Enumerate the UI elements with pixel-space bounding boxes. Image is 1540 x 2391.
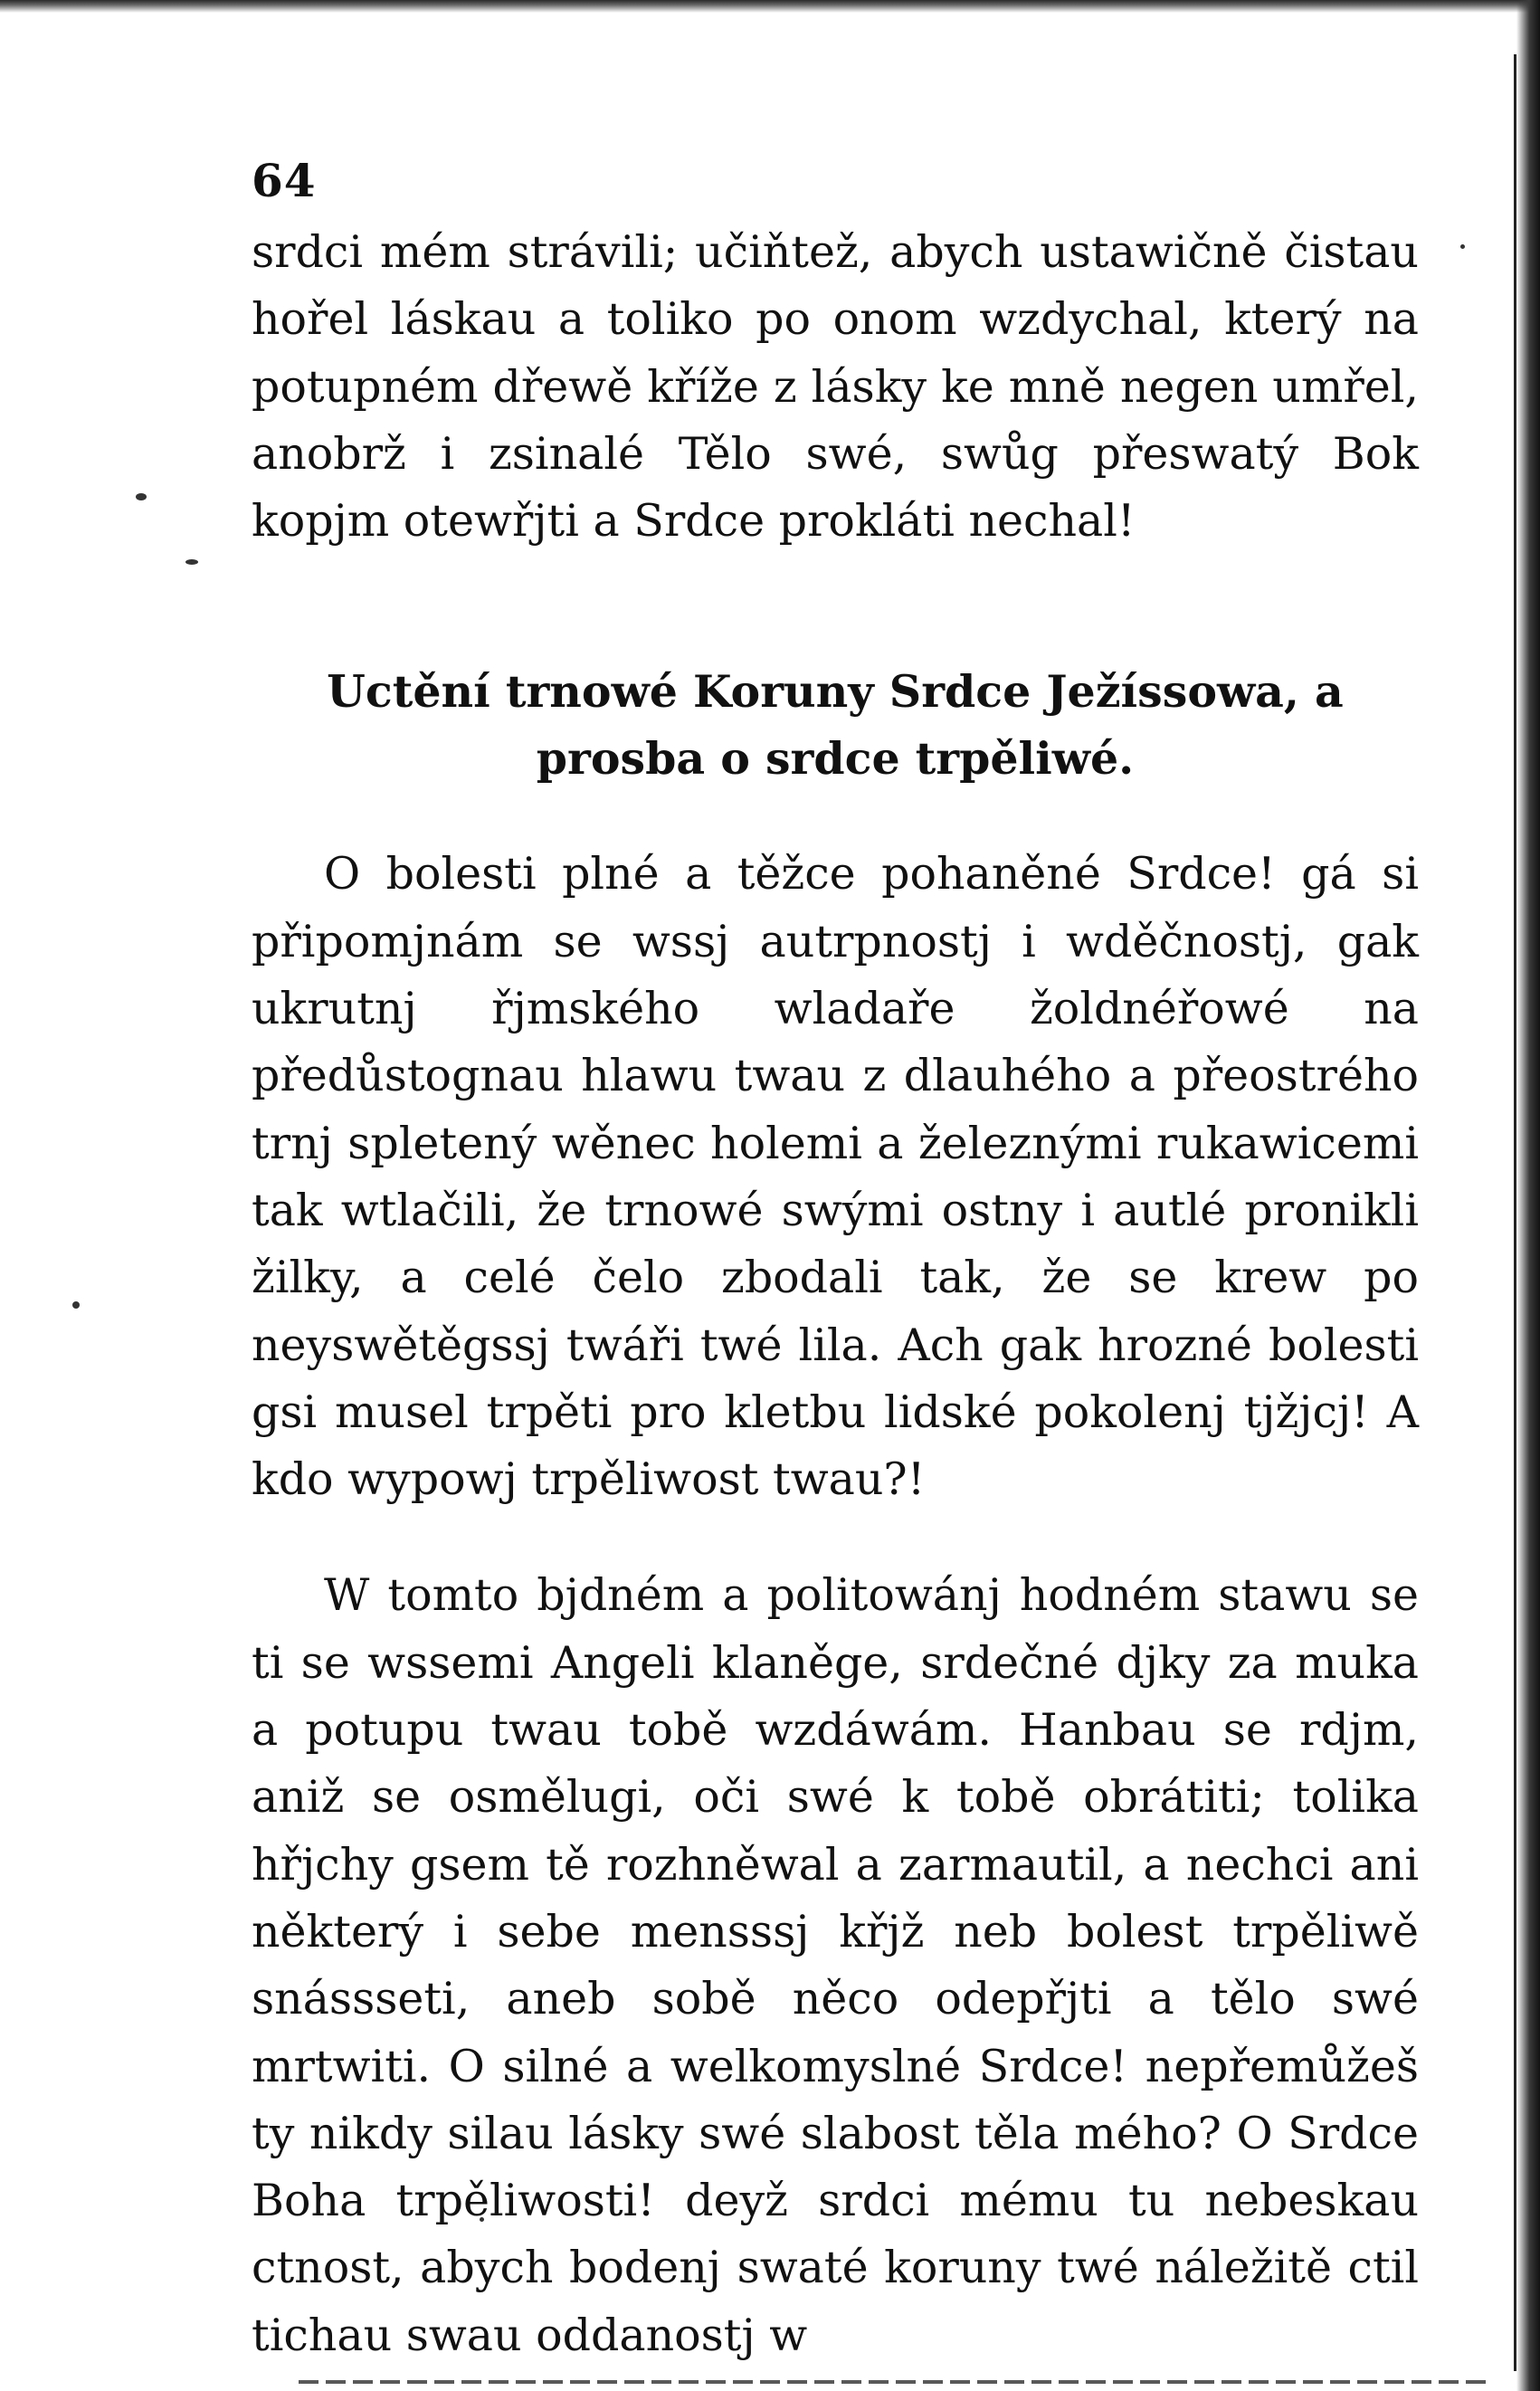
page-top-edge — [0, 0, 1540, 13]
section-heading: Uctění trnowé Koruny Srdce Ježíssowa, a prosba o srdce trpěliwé. — [327, 665, 1344, 786]
ink-speck — [72, 1301, 80, 1309]
ink-speck — [1460, 244, 1465, 249]
ink-speck — [185, 559, 198, 565]
paragraph-continuation: srdci mém strávili; učiňtež, abych ustawičně čistau hořel láskau a toliko po onom wzdychal, který na potupném dřewě kříže z lásky ke mně negen umřel, anobrž i zsinalé Tělo swé, swůg přeswatý Bok kopjm otewřjti a Srdce prokláti nechal! — [252, 226, 1419, 548]
page-right-edge — [1516, 0, 1540, 2391]
page-right-rule — [1514, 54, 1516, 2371]
ink-speck — [136, 493, 147, 500]
paragraph-supplication: W tomto bjdném a politowánj hodném stawu se ti se wssemi Angeli klaněge, srdečné djky za muka a potupu twau tobě wzdáwám. Hanbau se rdjm, aniž se osmělugi, oči swé k tobě obrátiti; tolika hřjchy gsem tě rozhněwal a zarmautil, a nechci ani některý i sebe mensssj křjž neb bolest trpěliwě snássseti, aneb sobě něco odepřjti a tělo swé mrtwiti. O silné a welkomyslné Srdce! nepřemůžeš ty nikdy silau lásky swé slabost těla mého? O Srdce Boha trpěliwosti! deyž srdci mému tu nebeskau ctnost, abych bodenj swaté koruny twé náležitě ctil tichau swau oddanostj w — [252, 1569, 1419, 2361]
page-content — [252, 154, 1419, 2369]
page-bottom-rule — [299, 2380, 1486, 2384]
paragraph-prayer: O bolesti plné a těžce pohaněné Srdce! gá si připomjnám se wssj autrpnostj i wděčnostj, gak ukrutnj řjmského wladaře žoldnéřowé na předůstognau hlawu twau z dlauhého a přeostrého trnj spletený wěnec holemi a železnými rukawicemi tak wtlačili, že trnowé swými ostny i autlé pronikli žilky, a celé čelo zbodali tak, že se krew po neyswětěgssj twáři twé lila. Ach gak hrozné bolesti gsi musel trpěti pro kletbu lidské pokolenj tjžjcj! A kdo wypowj trpěliwost twau?! — [252, 848, 1419, 1506]
page-number: 64 — [252, 154, 317, 207]
